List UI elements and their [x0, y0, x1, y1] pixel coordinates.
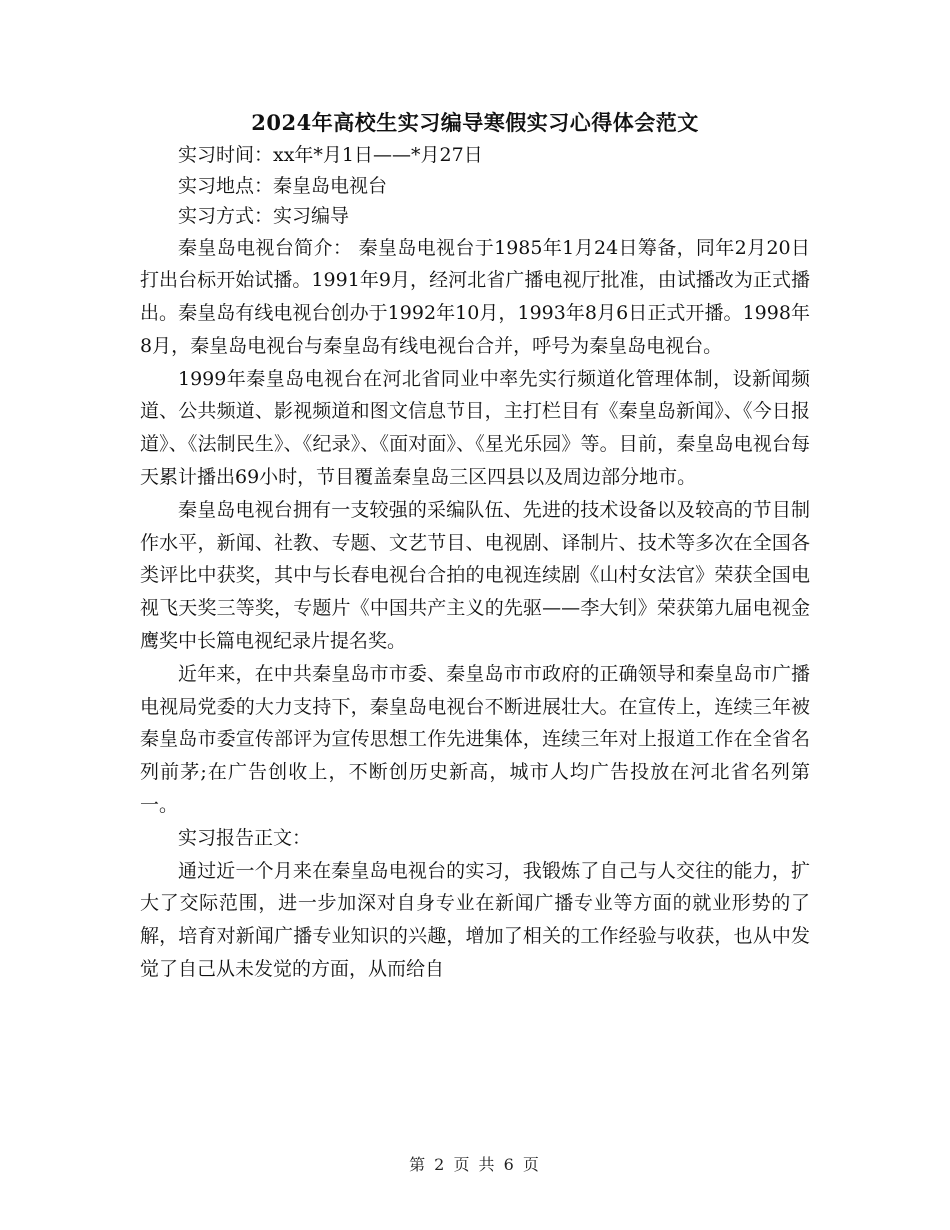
internship-mode: 实习方式：实习编导	[178, 205, 350, 227]
report-body-heading: 实习报告正文：	[178, 826, 312, 849]
document-page	[140, 108, 810, 986]
paragraph-recent-years: 近年来，在中共秦皇岛市市委、秦皇岛市市政府的正确领导和秦皇岛市广播电视局党委的大力支持下，秦皇岛电视台不断进展壮大。在宣传上，连续三年被秦皇岛市委宣传部评为宣传思想工作先进集体，连续三年对上报道工作在全省名列前茅;在广告创收上，不断创历史新高，城市人均广告投放在河北省名列第一。	[140, 662, 810, 817]
paragraph-report-body: 通过近一个月来在秦皇岛电视台的实习，我锻炼了自己与人交往的能力，扩大了交际范围，进一步加深对自身专业在新闻广播专业等方面的就业形势的了解，培育对新闻广播专业知识的兴趣，增加了相关的工作经验与收获，也从中发觉了自己从未发觉的方面，从而给自	[140, 859, 810, 981]
paragraph-awards: 秦皇岛电视台拥有一支较强的采编队伍、先进的技术设备以及较高的节目制作水平，新闻、社教、专题、文艺节目、电视剧、译制片、技术等多次在全国各类评比中获奖，其中与长春电视台合拍的电视连续剧《山村女法官》荣获全国电视飞天奖三等奖，专题片《中国共产主义的先驱——李大钊》荣获第九届电视金鹰奖中长篇电视纪录片提名奖。	[140, 498, 810, 653]
internship-time: 实习时间：xx年*月1日——*月27日	[178, 144, 483, 166]
paragraph-channels: 1999年秦皇岛电视台在河北省同业中率先实行频道化管理体制，设新闻频道、公共频道、影视频道和图文信息节目，主打栏目有《秦皇岛新闻》、《今日报道》、《法制民生》、《纪录》、《面对面》、《星光乐园》等。目前，秦皇岛电视台每天累计播出69小时，节目覆盖秦皇岛三区四县以及周边部分地市。	[140, 367, 810, 489]
document-title: 2024年高校生实习编导寒假实习心得体会范文	[251, 110, 699, 135]
paragraph-station-intro: 秦皇岛电视台简介： 秦皇岛电视台于1985年1月24日筹备，同年2月20日打出台标开始试播。1991年9月，经河北省广播电视厅批准，由试播改为正式播出。秦皇岛有线电视台创办于1992年10月，1993年8月6日正式开播。1998年8月，秦皇岛电视台与秦皇岛有线电视台合并，呼号为秦皇岛电视台。	[140, 236, 810, 357]
page-number-footer: 第 2 页 共 6 页	[409, 1155, 541, 1174]
internship-place: 实习地点：秦皇岛电视台	[178, 174, 388, 197]
